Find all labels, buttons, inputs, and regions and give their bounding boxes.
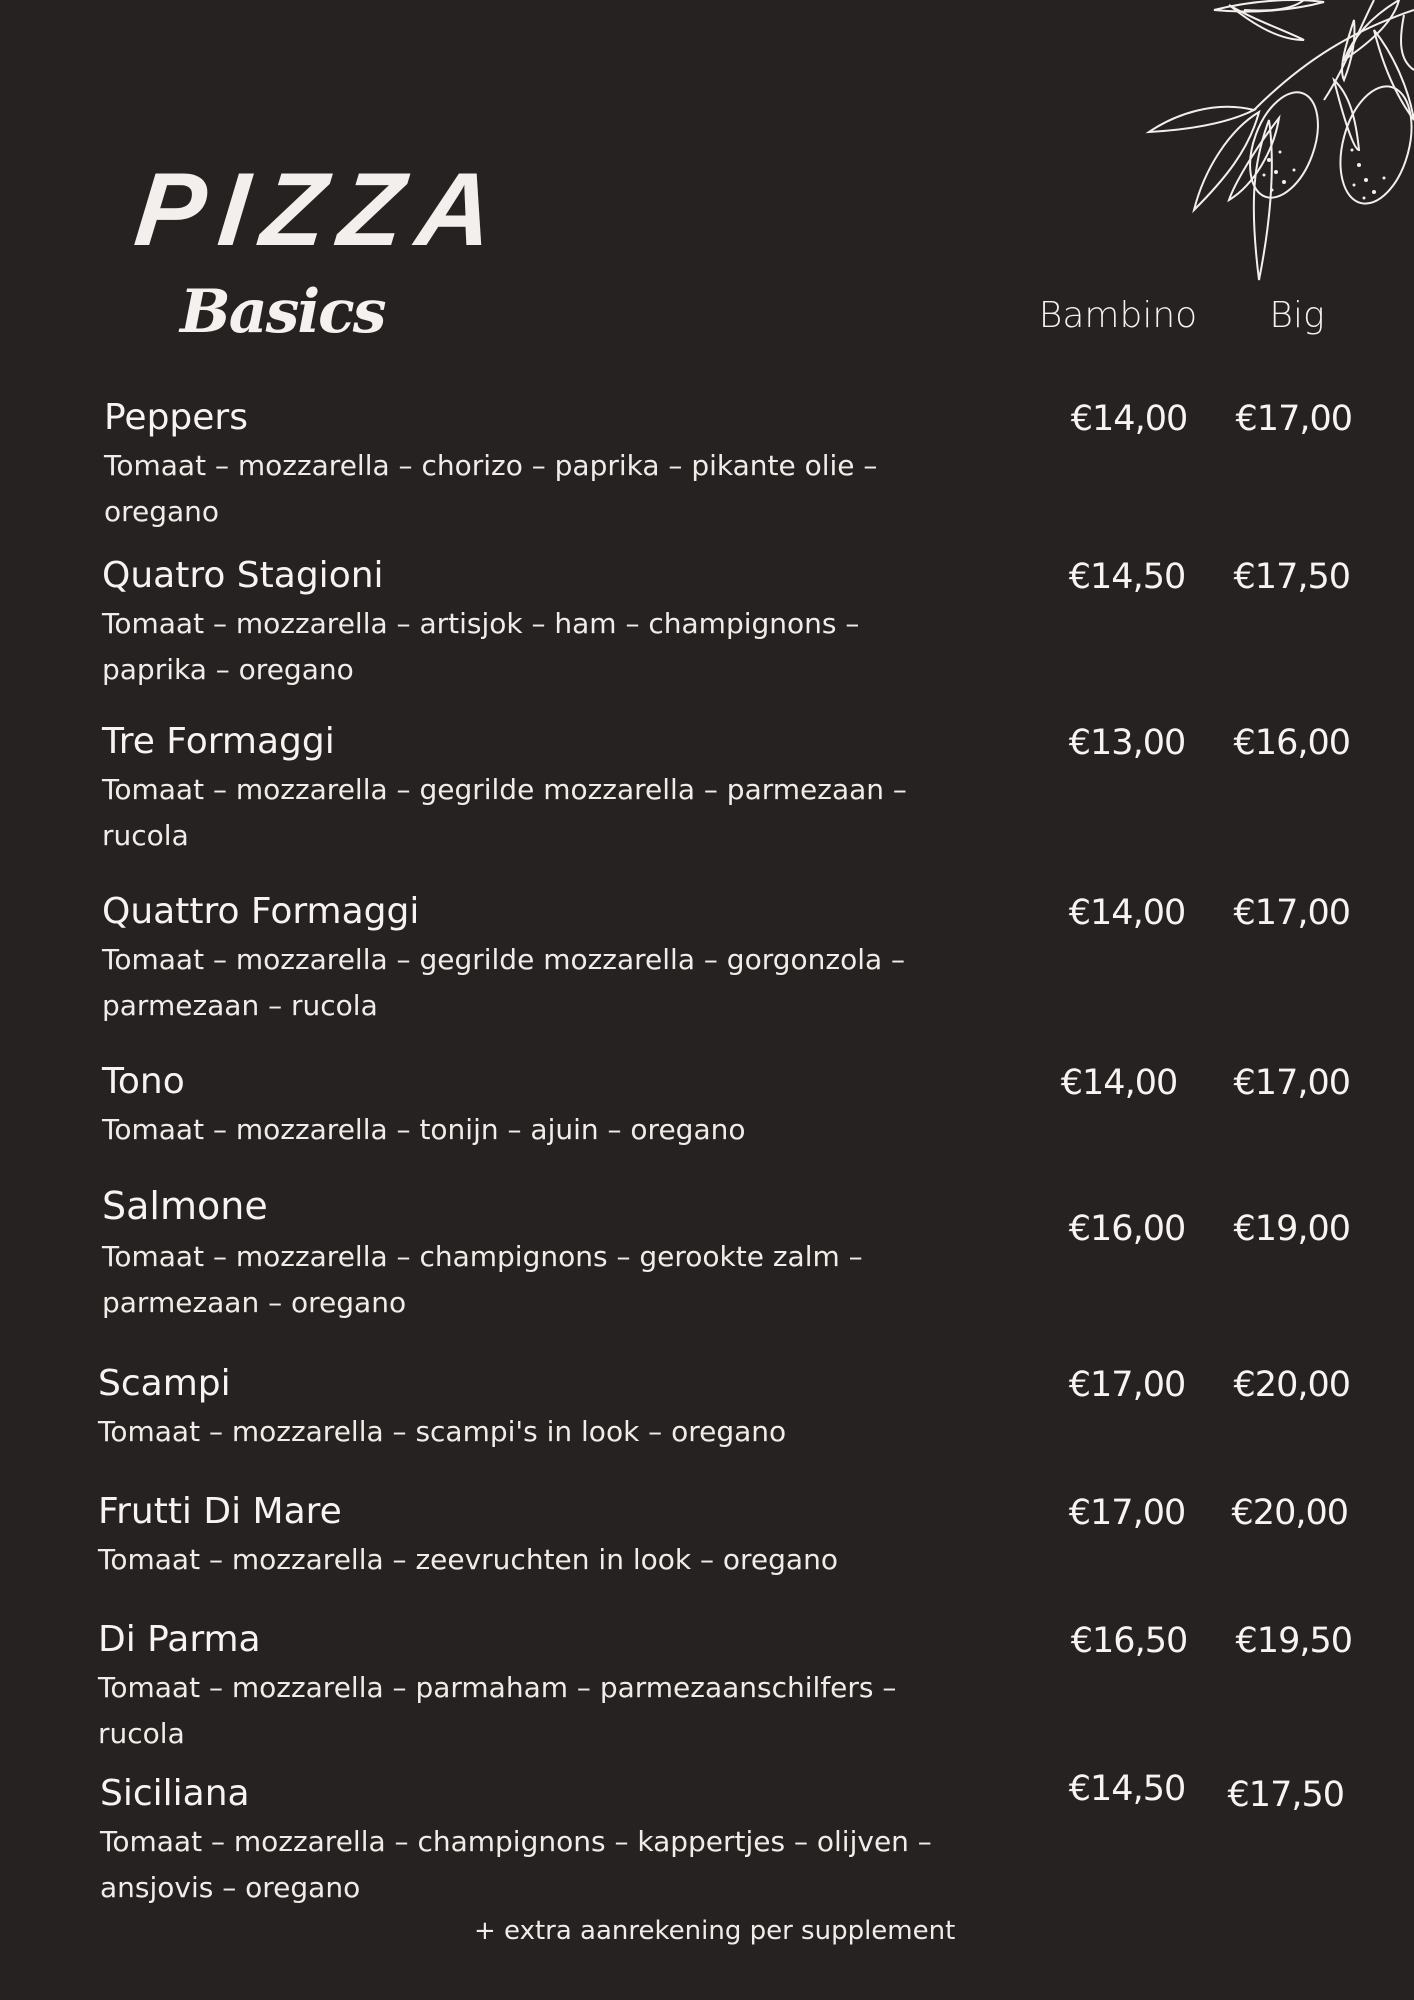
menu-item-name: Di Parma [98, 1619, 261, 1660]
menu-item-tre-formaggi [102, 720, 1350, 859]
menu-item-name: Frutti Di Mare [98, 1491, 342, 1532]
menu-item-peppers [104, 396, 1352, 535]
price-bambino: €13,00 [1068, 723, 1186, 763]
menu-item-name: Scampi [98, 1363, 231, 1404]
page-subtitle: Basics [180, 277, 385, 347]
menu-item-description: Tomaat – mozzarella – zeevruchten in look – oregano [98, 1543, 838, 1577]
menu-item-description: Tomaat – mozzarella – gegrilde mozzarella – parmezaan – rucola [102, 773, 907, 853]
menu-item-description: Tomaat – mozzarella – champignons – kappertjes – olijven – ansjovis – oregano [100, 1825, 932, 1905]
menu-item-quattro-formaggi [102, 890, 1350, 1029]
price-big: €19,50 [1235, 1621, 1352, 1661]
menu-item-description: Tomaat – mozzarella – tonijn – ajuin – oregano [102, 1113, 746, 1147]
price-big: €19,00 [1233, 1209, 1350, 1249]
price-bambino: €14,50 [1068, 557, 1186, 597]
price-bambino: €14,00 [1068, 893, 1186, 933]
menu-item-di-parma [98, 1618, 1352, 1757]
menu-item-description: Tomaat – mozzarella – champignons – gerookte zalm – parmezaan – oregano [102, 1239, 863, 1319]
supplement-note: + extra aanrekening per supplement [474, 1916, 956, 1946]
menu-item-name: Peppers [104, 397, 248, 438]
menu-item-description: Tomaat – mozzarella – chorizo – paprika – pikante olie – oregano [104, 449, 878, 529]
column-header-bambino: Bambino [1038, 295, 1198, 336]
menu-item-name: Tre Formaggi [102, 721, 335, 762]
price-big: €16,00 [1233, 723, 1350, 763]
price-big: €17,50 [1227, 1775, 1344, 1815]
olive-branch-icon [1054, 0, 1414, 300]
menu-item-siciliana [100, 1769, 1344, 1911]
price-big: €17,00 [1233, 893, 1350, 933]
price-bambino: €14,50 [1068, 1769, 1186, 1809]
price-big: €17,50 [1233, 557, 1350, 597]
price-bambino: €16,50 [1070, 1621, 1188, 1661]
price-bambino: €17,00 [1068, 1493, 1186, 1533]
menu-item-name: Salmone [102, 1184, 268, 1228]
menu-item-name: Siciliana [100, 1773, 250, 1814]
menu-item-description: Tomaat – mozzarella – scampi's in look – oregano [98, 1415, 787, 1449]
page-title: PIZZA [129, 152, 513, 268]
price-big: €17,00 [1235, 399, 1352, 439]
menu-item-description: Tomaat – mozzarella – gegrilde mozzarella – gorgonzola – parmezaan – rucola [102, 943, 906, 1023]
price-bambino: €14,00 [1070, 399, 1188, 439]
menu-item-name: Quatro Stagioni [102, 555, 384, 596]
menu-item-description: Tomaat – mozzarella – parmaham – parmezaanschilfers – rucola [98, 1671, 897, 1751]
menu-item-name: Tono [102, 1061, 185, 1102]
column-header-big: Big [1269, 295, 1325, 336]
menu-item-description: Tomaat – mozzarella – artisjok – ham – champignons – paprika – oregano [102, 607, 860, 687]
price-big: €17,00 [1233, 1063, 1350, 1103]
price-bambino: €16,00 [1068, 1209, 1186, 1249]
price-big: €20,00 [1233, 1365, 1350, 1405]
price-bambino: €17,00 [1068, 1365, 1186, 1405]
menu-item-frutti-di-mare [98, 1490, 1348, 1583]
menu-item-name: Quattro Formaggi [102, 891, 420, 932]
menu-item-quatro-stagioni [102, 554, 1350, 693]
menu-item-salmone [102, 1184, 1350, 1326]
price-big: €20,00 [1231, 1493, 1348, 1533]
price-bambino: €14,00 [1060, 1063, 1178, 1103]
menu-item-tono [102, 1060, 1350, 1153]
menu-item-scampi [98, 1362, 1350, 1455]
